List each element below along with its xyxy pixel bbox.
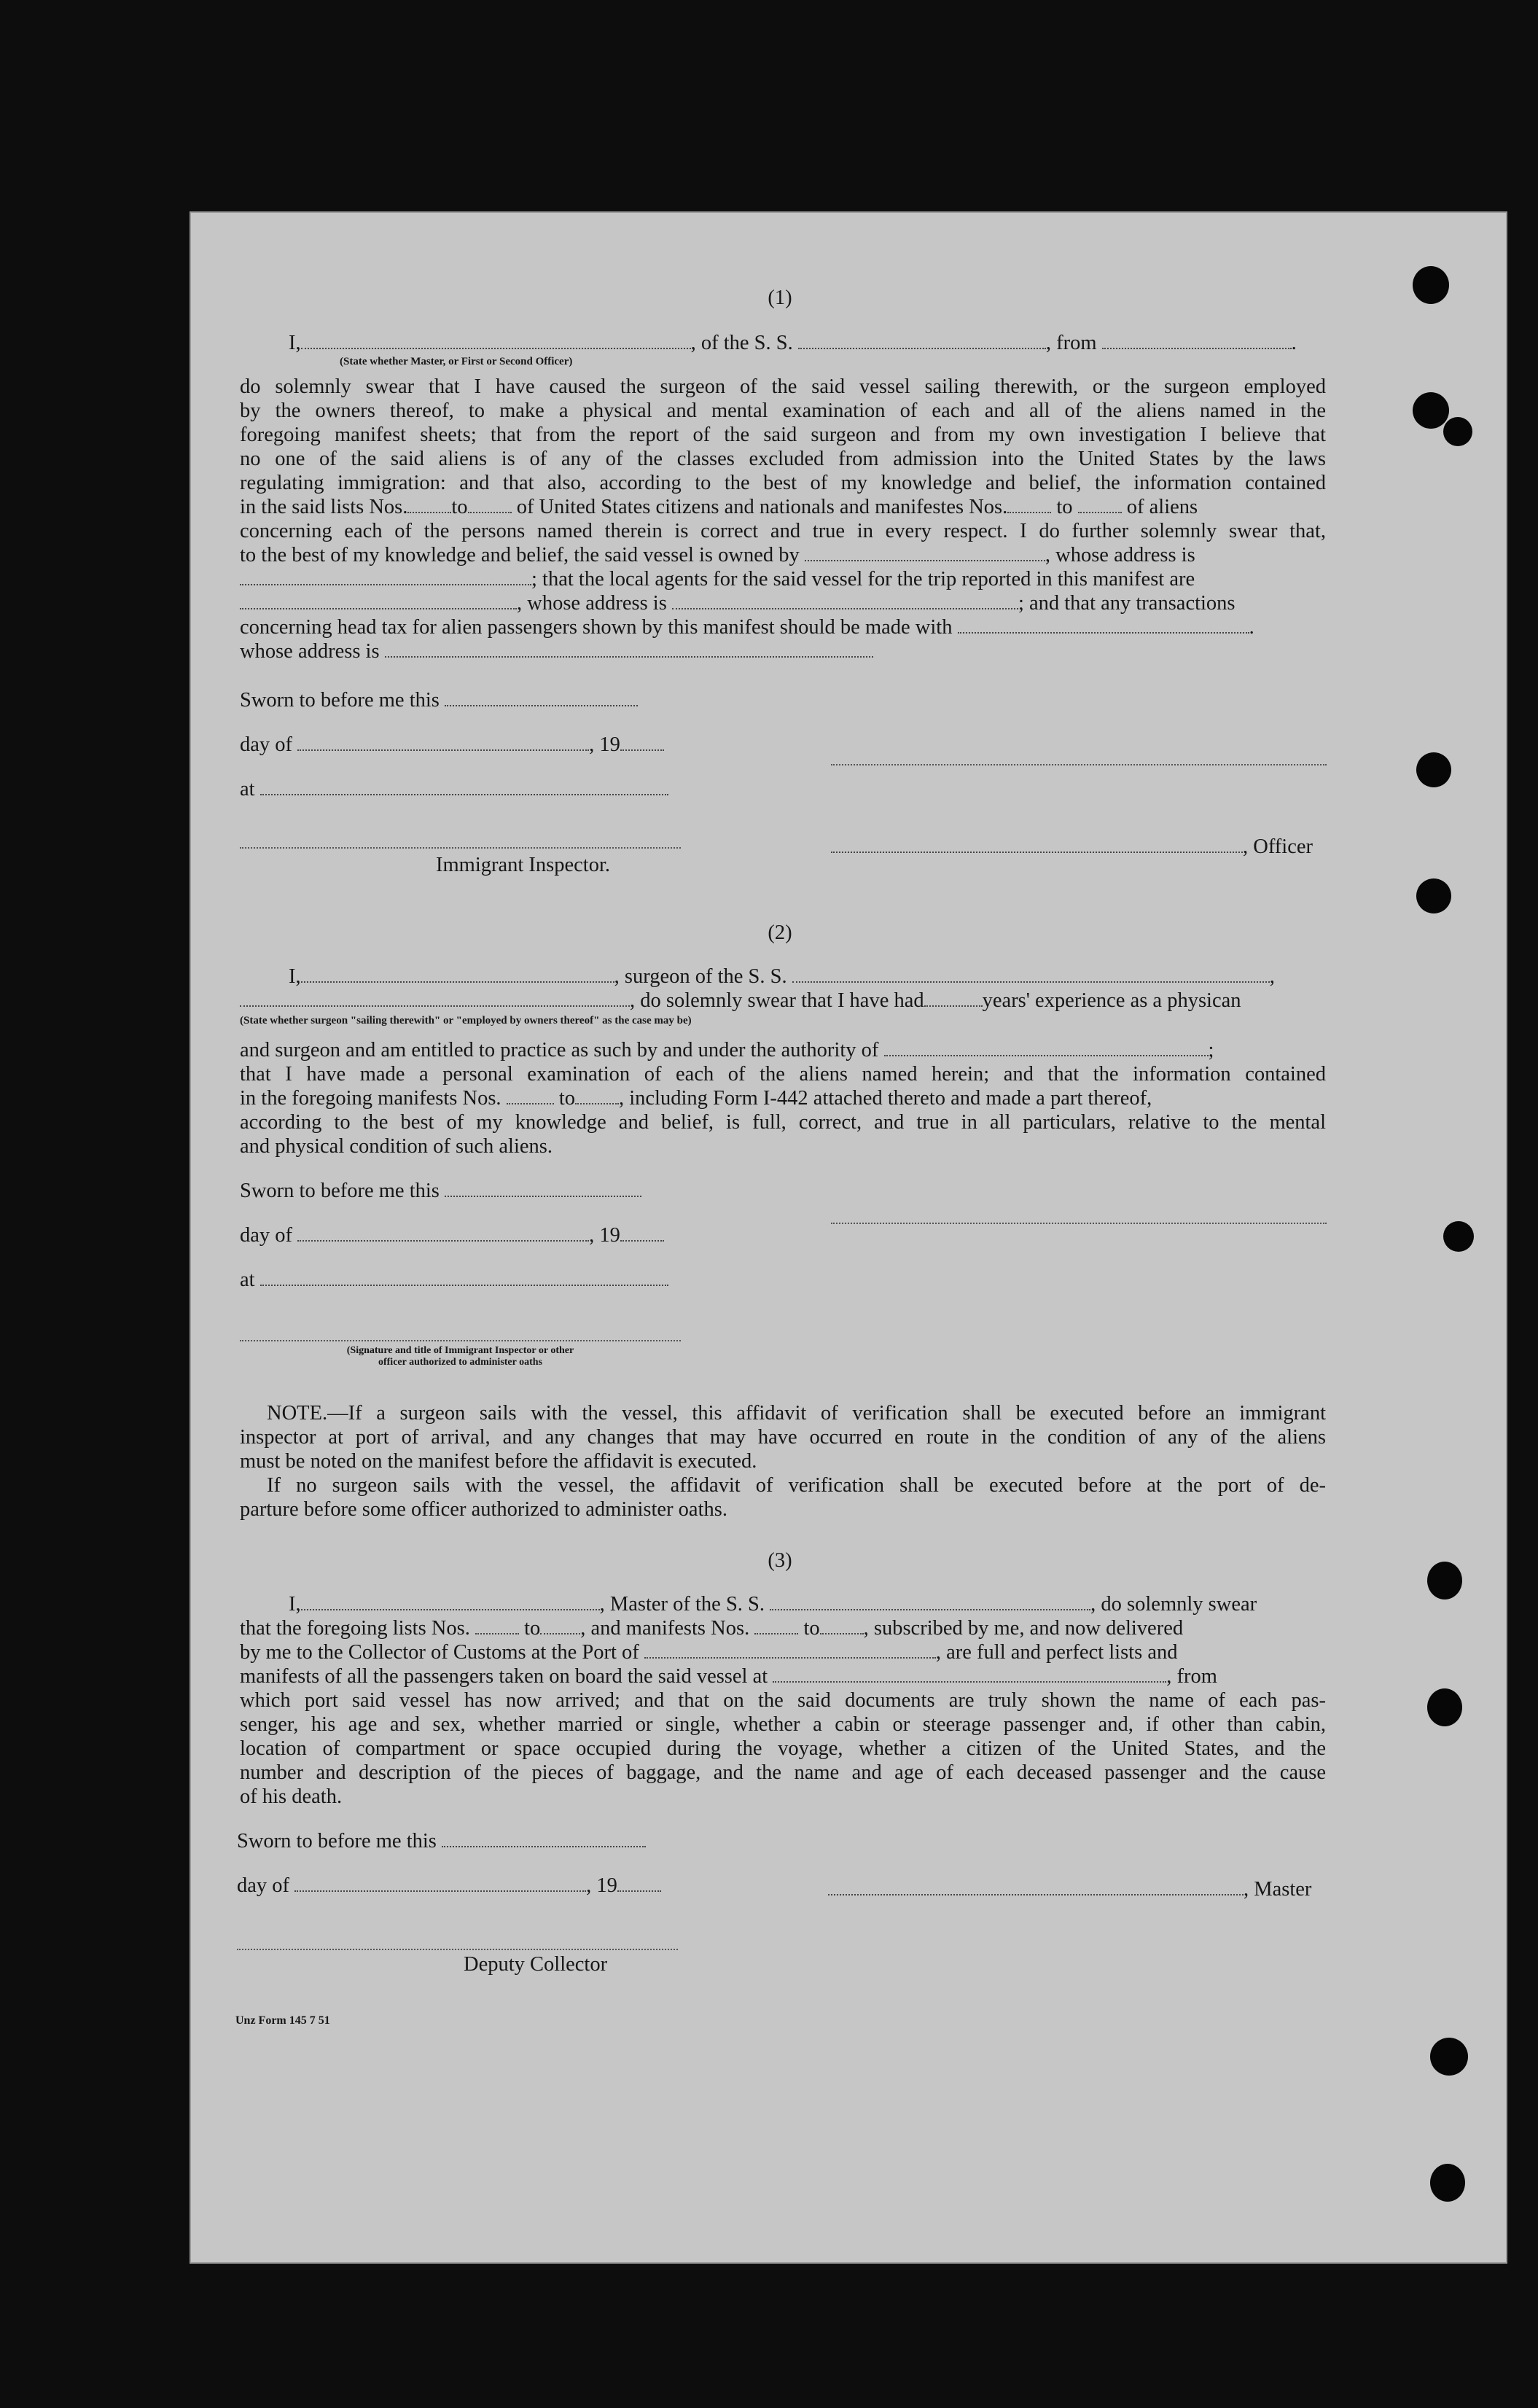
surgeon-capacity-field[interactable] <box>240 989 630 1007</box>
authority-field[interactable] <box>884 1039 1209 1056</box>
collector-signature-line[interactable] <box>237 1949 678 1950</box>
manifest-no-to-field[interactable] <box>1078 496 1122 513</box>
officer-signature-field[interactable] <box>831 835 1243 853</box>
manifests-to-field[interactable] <box>820 1617 864 1634</box>
officer-name-field[interactable] <box>301 332 691 349</box>
agents-address-field[interactable] <box>672 592 1018 609</box>
section-1-sworn-line: Sworn to before me this <box>240 688 638 712</box>
master-vessel-field[interactable] <box>770 1593 1090 1610</box>
section-1-address-line: whose address is <box>240 639 873 663</box>
signature-title-note: (Signature and title of Immigrant Inspector or other officer authorized to administer oaths <box>346 1345 574 1368</box>
section-2-physical-line: and physical condition of such aliens. <box>240 1135 553 1158</box>
section-1-whose-address-line: , whose address is ; and that any transactions <box>240 591 1236 615</box>
surgeon-signature-line[interactable] <box>831 1223 1327 1224</box>
punch-hole <box>1443 417 1472 446</box>
boarding-port-field[interactable] <box>773 1665 1166 1683</box>
manifests-from-field[interactable] <box>754 1617 798 1634</box>
inspector-signature-line[interactable] <box>240 847 681 849</box>
punch-hole <box>1427 1562 1462 1600</box>
section-1-agents-line: ; that the local agents for the said vessel for the trip reported in this manifest are <box>240 567 1195 591</box>
master-signature-field[interactable] <box>828 1878 1244 1895</box>
section-2-practice-line: and surgeon and am entitled to practice as such by and under the authority of ; <box>240 1039 1214 1061</box>
punch-hole <box>1427 1688 1462 1726</box>
head-tax-address-field[interactable] <box>385 640 873 658</box>
local-agents-field[interactable] <box>240 592 517 609</box>
head-tax-contact-field[interactable] <box>958 616 1249 634</box>
officer-signature-line[interactable] <box>831 764 1327 765</box>
label-of-ss: , of the S. S. <box>690 332 793 354</box>
surgeon-manifest-to-field[interactable] <box>575 1087 619 1104</box>
section-1-heading: (1) <box>768 287 792 309</box>
section-3-line-4: manifests of all the passengers taken on board the said vessel at , from <box>240 1665 1217 1688</box>
section-3-line-3: by me to the Collector of Customs at the Port of , are full and perfect lists and <box>240 1641 1178 1664</box>
sworn-date-field[interactable] <box>442 1830 646 1847</box>
day-of-field[interactable] <box>294 1874 586 1892</box>
section-2-line-1: I, , surgeon of the S. S. , <box>289 965 1275 988</box>
section-3-day-line: day of , 19 <box>237 1874 661 1898</box>
section-2-nos-line: in the foregoing manifests Nos. to , including Form I-442 attached thereto and made a part thereof, <box>240 1087 1152 1110</box>
port-field[interactable] <box>644 1641 936 1659</box>
section-2-sworn-line: Sworn to before me this <box>240 1179 641 1203</box>
officer-note: (State whether Master, or First or Second Officer) <box>340 356 573 367</box>
owner-address-field[interactable] <box>240 568 531 585</box>
year-field[interactable] <box>620 733 664 751</box>
punch-hole <box>1430 2164 1465 2202</box>
section-1-owned-line: to the best of my knowledge and belief, the said vessel is owned by , whose address is <box>240 544 1195 566</box>
master-name-field[interactable] <box>301 1593 600 1610</box>
from-port-field[interactable] <box>1102 332 1292 349</box>
surgeon-vessel-field[interactable] <box>792 965 1270 983</box>
section-3-heading: (3) <box>768 1549 792 1572</box>
section-2-day-line: day of , 19 <box>240 1223 664 1247</box>
section-1-line-1: I, , of the S. S. , from . <box>289 332 1297 354</box>
label-i: I, <box>289 332 301 354</box>
at-place-field[interactable] <box>260 778 668 795</box>
list-no-from-field[interactable] <box>407 496 451 513</box>
vessel-name-field[interactable] <box>798 332 1046 349</box>
lists-from-field[interactable] <box>475 1617 519 1634</box>
surgeon-name-field[interactable] <box>301 965 614 983</box>
list-no-to-field[interactable] <box>468 496 512 513</box>
punch-hole <box>1413 266 1449 304</box>
section-2-personal-line: that I have made a personal examination of each of the aliens named herein; and that the information contained <box>240 1063 1326 1086</box>
section-2-heading: (2) <box>768 921 792 944</box>
immigrant-inspector-label: Immigrant Inspector. <box>436 854 611 876</box>
section-3-master-line: , Master <box>828 1877 1311 1901</box>
punch-hole <box>1416 752 1451 787</box>
section-1-at-line: at <box>240 777 668 801</box>
form-number: Unz Form 145 7 51 <box>235 2014 330 2027</box>
manifest-no-from-field[interactable] <box>1007 496 1051 513</box>
lists-to-field[interactable] <box>540 1617 580 1634</box>
punch-hole <box>1443 1221 1474 1252</box>
owner-field[interactable] <box>805 544 1045 561</box>
section-2-line-2: , do solemnly swear that I have had years' experience as a physican <box>240 989 1241 1013</box>
years-experience-field[interactable] <box>924 989 983 1007</box>
section-1-head-tax-line: concerning head tax for alien passengers shown by this manifest should be made with . <box>240 616 1254 639</box>
year-field[interactable] <box>617 1874 661 1892</box>
section-1-officer-line: , Officer <box>831 835 1313 859</box>
surgeon-note: (State whether surgeon "sailing therewith" or "employed by owners thereof" as the case may be) <box>240 1015 692 1026</box>
section-1-day-line: day of , 19 <box>240 733 664 757</box>
punch-hole <box>1413 392 1449 429</box>
punch-hole <box>1430 2038 1468 2076</box>
section-1-list-nos-line: in the said lists Nos. to of United States citizens and nationals and manifestes Nos. to of aliens <box>240 496 1198 518</box>
day-of-field[interactable] <box>297 1224 589 1242</box>
year-field[interactable] <box>620 1224 664 1242</box>
label-from: , from <box>1045 332 1097 354</box>
section-2-at-line: at <box>240 1268 668 1292</box>
punch-hole <box>1416 878 1451 913</box>
section-3-sworn-line: Sworn to before me this <box>237 1829 646 1853</box>
section-3-line-1: I, , Master of the S. S. , do solemnly swear <box>289 1593 1257 1616</box>
deputy-collector-label: Deputy Collector <box>464 1953 608 1976</box>
inspector-signature-line[interactable] <box>240 1340 681 1341</box>
day-of-field[interactable] <box>297 733 589 751</box>
at-place-field[interactable] <box>260 1269 668 1286</box>
sworn-date-field[interactable] <box>445 1180 641 1197</box>
sworn-date-field[interactable] <box>445 689 638 706</box>
section-2-best-line: according to the best of my knowledge and belief, is full, correct, and true in all particulars, relative to the mental <box>240 1111 1326 1134</box>
surgeon-manifest-from-field[interactable] <box>507 1087 554 1104</box>
section-1-concerning-line: concerning each of the persons named therein is correct and true in every respect. I do further solemnly swear that, <box>240 520 1326 542</box>
section-3-line-2: that the foregoing lists Nos. to , and manifests Nos. to , subscribed by me, and now delivered <box>240 1617 1184 1640</box>
